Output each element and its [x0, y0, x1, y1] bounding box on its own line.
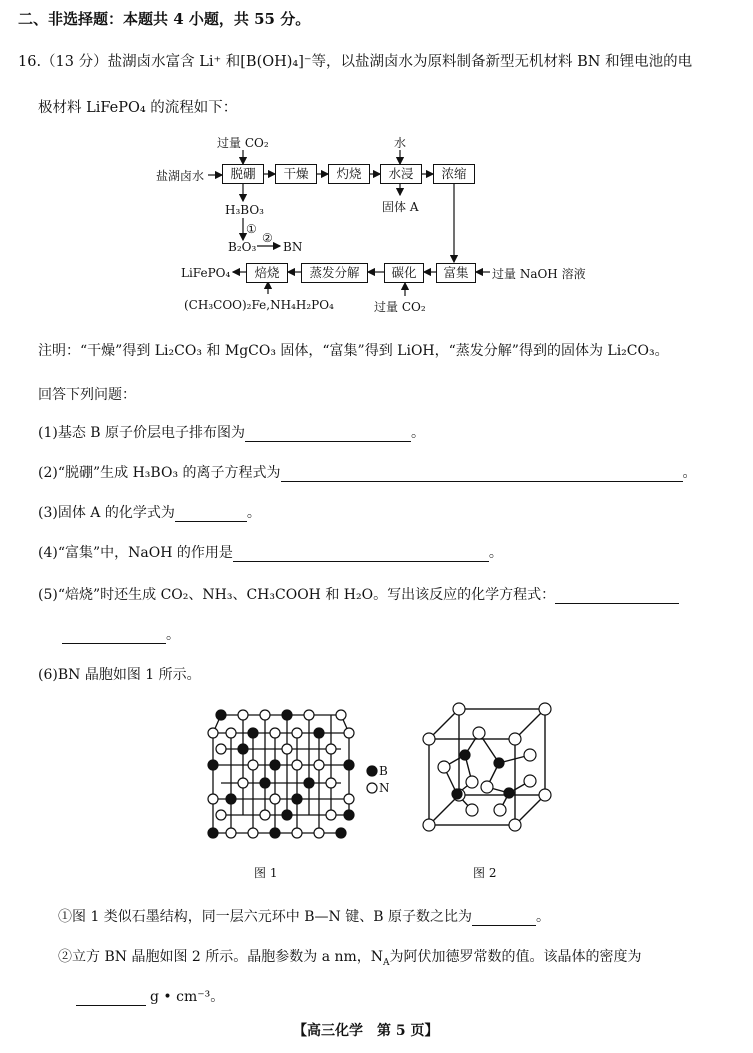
- label-excess-co2-top: 过量 CO₂: [217, 136, 269, 150]
- answer-blank-6-2[interactable]: [76, 991, 146, 1006]
- answer-intro: 回答下列问题：: [38, 387, 136, 403]
- question-5-end: 。: [166, 627, 180, 643]
- label-excess-co2-bottom: 过量 CO₂: [374, 300, 426, 314]
- density-unit: g • cm⁻³。: [150, 989, 225, 1005]
- box-tuopeng: 脱硼: [222, 164, 264, 184]
- question-6-2-sub: A: [383, 957, 390, 968]
- box-fuji: 富集: [436, 263, 476, 283]
- answer-blank-5a[interactable]: [555, 589, 679, 604]
- label-step2: ②: [262, 231, 273, 245]
- page-footer: 【高三化学 第 5 页】: [293, 1023, 439, 1039]
- label-reagents: (CH₃COO)₂Fe,NH₄H₂PO₄: [184, 298, 334, 312]
- box-shuijin: 水浸: [380, 164, 422, 184]
- question-5: [38, 584, 679, 604]
- legend-markers: [364, 764, 380, 800]
- section-heading: 二、非选择题：本题共 4 小题，共 55 分。: [18, 10, 311, 28]
- box-zhuoshao: 灼烧: [328, 164, 370, 184]
- note: 注明：“干燥”得到 Li₂CO₃ 和 MgCO₃ 固体，“富集”得到 LiOH，“蒸发分解”得到的固体为 Li₂CO₃。: [38, 343, 669, 359]
- label-solid-a: 固体 A: [382, 200, 419, 214]
- question-3: [38, 502, 261, 522]
- answer-blank-5b[interactable]: [62, 629, 166, 644]
- box-beishao: 焙烧: [246, 263, 288, 283]
- question-3-text: (3)固体 A 的化学式为: [38, 505, 175, 521]
- figure-2-structure: [417, 697, 557, 837]
- question-6-2: [58, 946, 642, 968]
- question-1-text: (1)基态 B 原子价层电子排布图为: [38, 425, 246, 441]
- question-6-1: [58, 906, 550, 926]
- flow-arrows: [0, 0, 753, 330]
- question-3-end: 。: [246, 505, 261, 521]
- question-2-end: 。: [682, 465, 697, 481]
- box-zhengfa: 蒸发分解: [301, 263, 368, 283]
- question-4-end: 。: [488, 545, 503, 561]
- question-5-text: (5)“焙烧”时还生成 CO₂、NH₃、CH₃COOH 和 H₂O。写出该反应的化学方程式：: [38, 587, 556, 603]
- box-ganzao: 干燥: [275, 164, 317, 184]
- answer-blank-3[interactable]: [175, 507, 247, 522]
- question-2: [38, 462, 697, 482]
- figure-1-structure: [203, 703, 363, 848]
- question-6-2-cont: [76, 986, 224, 1006]
- figure-2-caption: 图 2: [473, 866, 497, 880]
- answer-blank-1[interactable]: [245, 427, 411, 442]
- question-2-text: (2)“脱硼”生成 H₃BO₃ 的离子方程式为: [38, 465, 281, 481]
- label-excess-naoh: 过量 NaOH 溶液: [492, 267, 586, 281]
- question-6-1-end: 。: [535, 909, 550, 925]
- legend-n: N: [379, 781, 390, 795]
- answer-blank-6-1[interactable]: [472, 911, 536, 926]
- box-nongsuo: 浓缩: [433, 164, 475, 184]
- question-5-cont: [62, 624, 180, 644]
- q16-line2: 极材料 LiFePO₄ 的流程如下：: [38, 100, 238, 116]
- question-6-2-text: ②立方 BN 晶胞如图 2 所示。晶胞参数为 a nm，N: [58, 949, 384, 965]
- answer-blank-2[interactable]: [281, 467, 683, 482]
- q16-line1: 16.（13 分）盐湖卤水富含 Li⁺ 和[B(OH)₄]⁻等，以盐湖卤水为原料制备新型无机材料 BN 和锂电池的电: [18, 54, 693, 70]
- label-bn: BN: [283, 240, 303, 254]
- question-1: [38, 422, 425, 442]
- question-4: [38, 542, 503, 562]
- legend-b: B: [379, 764, 388, 778]
- question-6-1-text: ①图 1 类似石墨结构，同一层六元环中 B—N 键、B 原子数之比为: [58, 909, 472, 925]
- figure-1-caption: 图 1: [254, 866, 278, 880]
- label-lifepo4: LiFePO₄: [181, 266, 231, 280]
- label-b2o3: B₂O₃: [228, 240, 257, 254]
- label-water: 水: [394, 136, 407, 150]
- question-4-text: (4)“富集”中，NaOH 的作用是: [38, 545, 233, 561]
- label-brine: 盐湖卤水: [156, 169, 205, 183]
- answer-blank-4[interactable]: [233, 547, 489, 562]
- label-h3bo3: H₃BO₃: [225, 203, 264, 217]
- label-step1: ①: [246, 222, 257, 236]
- question-1-end: 。: [411, 425, 426, 441]
- question-6: (6)BN 晶胞如图 1 所示。: [38, 667, 201, 683]
- question-6-2-text-b: 为阿伏加德罗常数的值。该晶体的密度为: [389, 949, 642, 965]
- box-tanhua: 碳化: [384, 263, 424, 283]
